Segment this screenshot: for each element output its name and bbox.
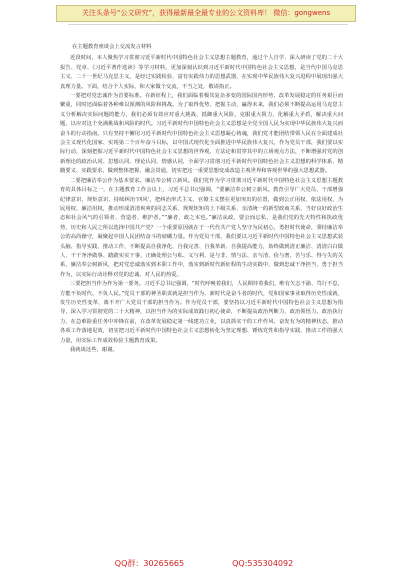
paragraph-intro: 近段时间，本人聚焦学习贯彻习近平新时代中国特色社会主义思想主题教育，通过个人自学、深入研读了党的二十大报告、党章、《习近平著作选读》等学习材料，更加深刻认识到习近平新时代中国特色社会主义思想，是当代中国马克思主义、二十一世纪马克思主义，是经过实践检验、富有实践伟力的思想武器，在实现中华民族伟大复兴进程中展现出强大真理力量。下面，结合个人实际，和大家做个交流，不当之处，敬请指正。: [60, 55, 343, 90]
top-banner: [0, 0, 408, 30]
footer-qq: QQ:535304092: [232, 559, 294, 568]
paragraph-point-3: 三要把担当作为作为第一要务。习近平总书记强调，“时代呼唤着我们，人民期待着我们，唯有矢志不渝、笃行不怠，方能不负时代、不负人民。”党员干部的神圣职责就是担当作为、新时代是奋斗者的时代，党和国家事业取得历史性成就、发生历史性变革，离不开广大党员干部的担当作为。作为党员干部，要坚持以习近平新时代中国特色社会主义思想为指导，深入学习贯彻党的二十大精神，以担当作为的实际成效践行初心使命，不断提高政治判断力、政治领悟力、政治执行力，在急难险重任务中冲锋在前，在改革发展稳定第一线建功立业，以真抓实干的工作作风、奋发有为的精神状态，推动各项工作落地见效，切实把习近平新时代中国特色社会主义思想转化为坚定理想、锤炼党性和指导实践、推动工作的强大力量，用实际工作成效检验主题教育成果。: [60, 281, 343, 344]
document-title: 在主题教育座谈会上交流发言材料: [72, 44, 152, 50]
footer-contact: [0, 557, 408, 571]
promo-banner-text: 关注头条号“公文研究”，获得最新最全最专业的公文资料库！ 微信：gongwens: [81, 9, 331, 17]
header-divider: [68, 24, 348, 25]
document-body: [60, 43, 343, 448]
footer-qq-group: QQ群：30265665: [114, 559, 185, 568]
paragraph-point-1: 一要把对党忠诚作为首要标准。在新征程上，我们面临着极其复杂多变的国际国内形势，改革发展稳定的任务艰巨而繁重，同时还面临着各种难以预测的风险和挑战。为了取得优势、把握主动，赢得未来，我们必须不断提高运用马克思主义分析解决实际问题的能力，我们必须有效应对重大挑战，抵御重大风险，克服重大阻力，化解重大矛盾，解决重大问题，以应对这个充满挑战和风险的时代。习近平新时代中国特色社会主义思想是全党全国人民为实现中华民族伟大复兴而奋斗的行动指南。只有坚持不懈用习近平新时代中国特色社会主义思想凝心铸魂，我们党才能团结带领人民在全面建成社会主义现代化国家、实现第二个百年奋斗目标，以中国式现代化全面推进中华民族伟大复兴，作为党员干部，我们要以实际行动，深刻把握习近平新时代中国特色社会主义思想的世界观、方法论和贯穿其中的立场观点方法，不断增强对党的创新理论的政治认同、思想认同、理论认同、情感认同，全面学习贯彻习近平新时代中国特色社会主义思想的科学体系、精髓要义、实践要求，做到整体把握、融会贯通，切实把这一重要思想变成改造主观世界和客观世界的强大思想武器。: [60, 93, 343, 175]
paragraph-point-2: 二要把廉洁奉公作为基本要求。廉洁奉公树立新风。我们党作为学习贯彻习近平新时代中国特色社会主义思想主题教育的具体目标之一，在主题教育工作会议上，习近平总书记强调，“要廉洁奉公树立新风。教育引导广大党员、干部增强纪律意识，规矩意识，持续纠治‘四风’，把纠治形式主义、官僚主义摆在更加突出的位置，做到公正用权、依法用权、为民用权、廉洁用权，推动形成清清爽爽的同志关系、规规矩矩的上下级关系、亲清统一的新型政商关系，当好良好政治生态和社会风气的引领者、营造者、维护者。”“廉者，政之本也。”廉洁从政，要公而忘私，是我们党的先天特性和执政优势，历史和人民之所以选择中国共产党？一个重要原因就在于一代代共产党人坚守为民初心，勇担时代使命，秉持廉洁奉公的高尚操守，凝聚起中国人民团结奋斗的磅礴力量。作为党员干部，我们要以习近平新时代中国特色社会主义思想武装头脑、指导实践、推动工作，不断提高自我净化、自我完善、自我革新、自我提高能力，始终做到清正廉洁、清清白白做人、干干净净做事、踏踏实实干事，正确处理公与私、义与利、是与非、情与法、亲与清、俭与奢、苦与乐、得与失的关系，廉洁奉公树新风，把对党忠诚落实到本职工作中，落实到新时代新征程的生动实践中，做到忠诚干净担当，勇于担当作为，以实际行动诠释对党的忠诚、对人民的热爱。: [60, 177, 343, 278]
promo-banner[interactable]: [56, 5, 356, 22]
closing-line: 我就谈这些，谢谢。: [70, 347, 118, 353]
